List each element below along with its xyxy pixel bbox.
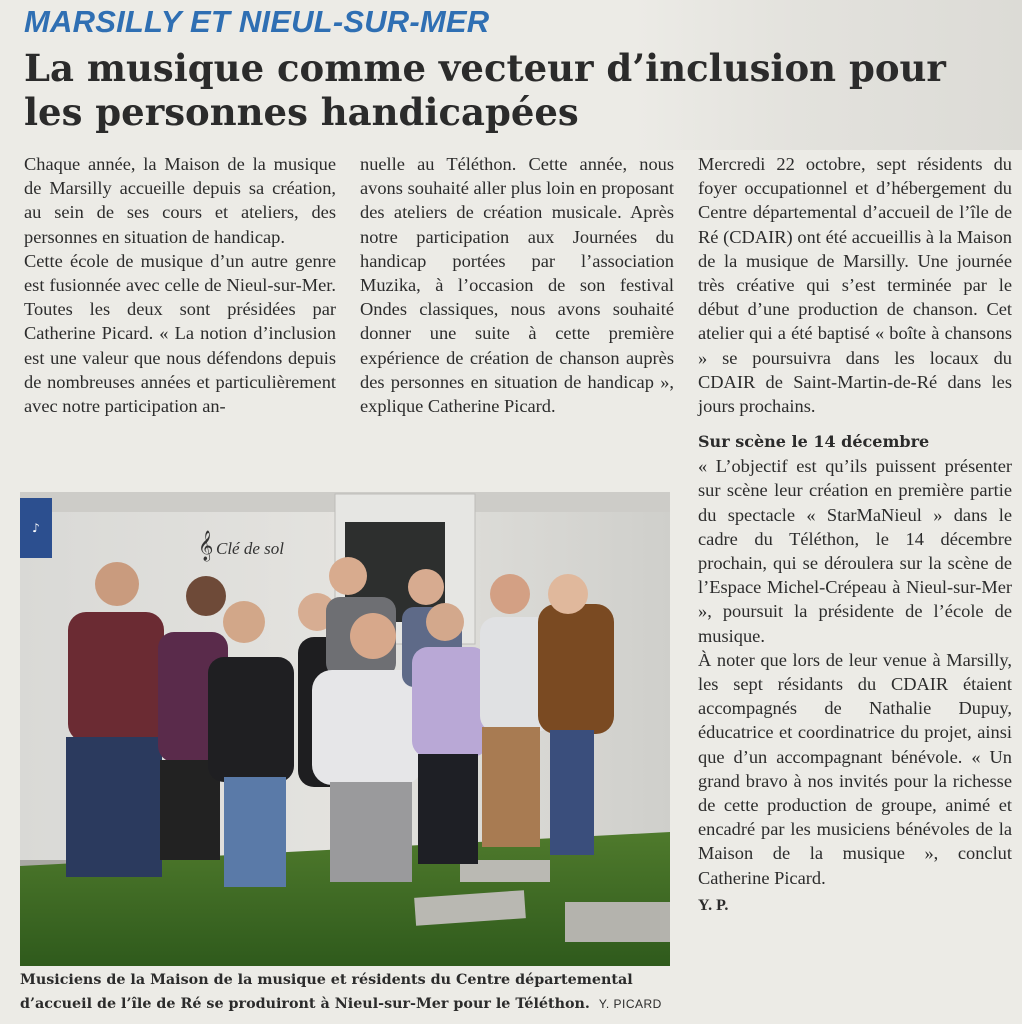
paragraph: Chaque année, la Maison de la musique de Marsilly accueille depuis sa création, au sein de ses cours et ateliers, des personnes en situation de handicap.: [24, 154, 336, 247]
paragraph: nuelle au Téléthon. Cette année, nous avons souhaité aller plus loin en proposant des ateliers de création musicale. Après notre participation aux Journées du handicap portées par l’association Muzika, à l’occasion de son festival Ondes classiques, nous avons souhaité donner une suite à cette première expérience de création de chanson auprès des personnes en situation de handicap », explique Catherine Picard.: [360, 154, 674, 417]
paragraph: Mercredi 22 octobre, sept résidents du foyer occupationnel et d’hébergement du Centre départemental d’accueil de l’île de Ré (CDAIR) ont été accueillis à la Maison de la musique de Marsilly. Une journée très créative qui s’est terminée par le début d’une production de chanson. Cet atelier qui a été baptisé « boîte à chansons » se poursuivra dans les locaux du CDAIR de Saint-Martin-de-Ré dans les jours prochains.: [698, 154, 1012, 417]
photo-credit: Y. PICARD: [598, 997, 662, 1011]
photo-caption: [20, 968, 680, 1016]
treble-clef-icon: 𝄞: [198, 531, 214, 561]
article-headline: La musique comme vecteur d’inclusion pour les personnes handicapées: [24, 46, 946, 134]
article-column-3: [698, 152, 1012, 918]
paragraph: « L’objectif est qu’ils puissent présenter sur scène leur création en première partie du spectacle « StarMaNieul » dans le cadre du Téléthon, le 14 décembre prochain, qui se déroulera sur la scène de l’Espace Michel-Crépeau à Nieul-sur-Mer », poursuit la présidente de l’école de musique.: [698, 456, 1012, 646]
sign-text: Clé de sol: [216, 539, 284, 558]
section-subhead: Sur scène le 14 décembre: [698, 432, 930, 452]
group-photo-illustration: [20, 492, 670, 966]
paragraph: À noter que lors de leur venue à Marsilly, les sept résidants du CDAIR étaient accompagnés de Nathalie Dupuy, éducatrice et coordinatrice du projet, ainsi que d’un accompagnant bénévole. « Un grand bravo à nos invités pour la richesse de cette production de groupe, animé et encadré par les musiciens bénévoles de la Maison de la musique », conclut Catherine Picard.: [698, 649, 1012, 888]
section-kicker: MARSILLY ET NIEUL-SUR-MER: [24, 4, 490, 39]
group-photo: [20, 492, 670, 966]
svg-text:♪: ♪: [32, 521, 40, 535]
caption-text: Musiciens de la Maison de la musique et résidents du Centre départemental d’accueil de l’île de Ré se produiront à Nieul-sur-Mer pour le Téléthon.: [20, 972, 633, 1012]
author-signature: Y. P.: [698, 896, 729, 914]
paragraph: Cette école de musique d’un autre genre est fusionnée avec celle de Nieul-sur-Mer. Toutes les deux sont présidées par Catherine Picard. « La notion d’inclusion est une valeur que nous défendons depuis de nombreuses années et particulièrement avec notre participation an-: [24, 250, 336, 417]
article-column-2: [360, 152, 674, 418]
article-column-1: [24, 152, 336, 418]
